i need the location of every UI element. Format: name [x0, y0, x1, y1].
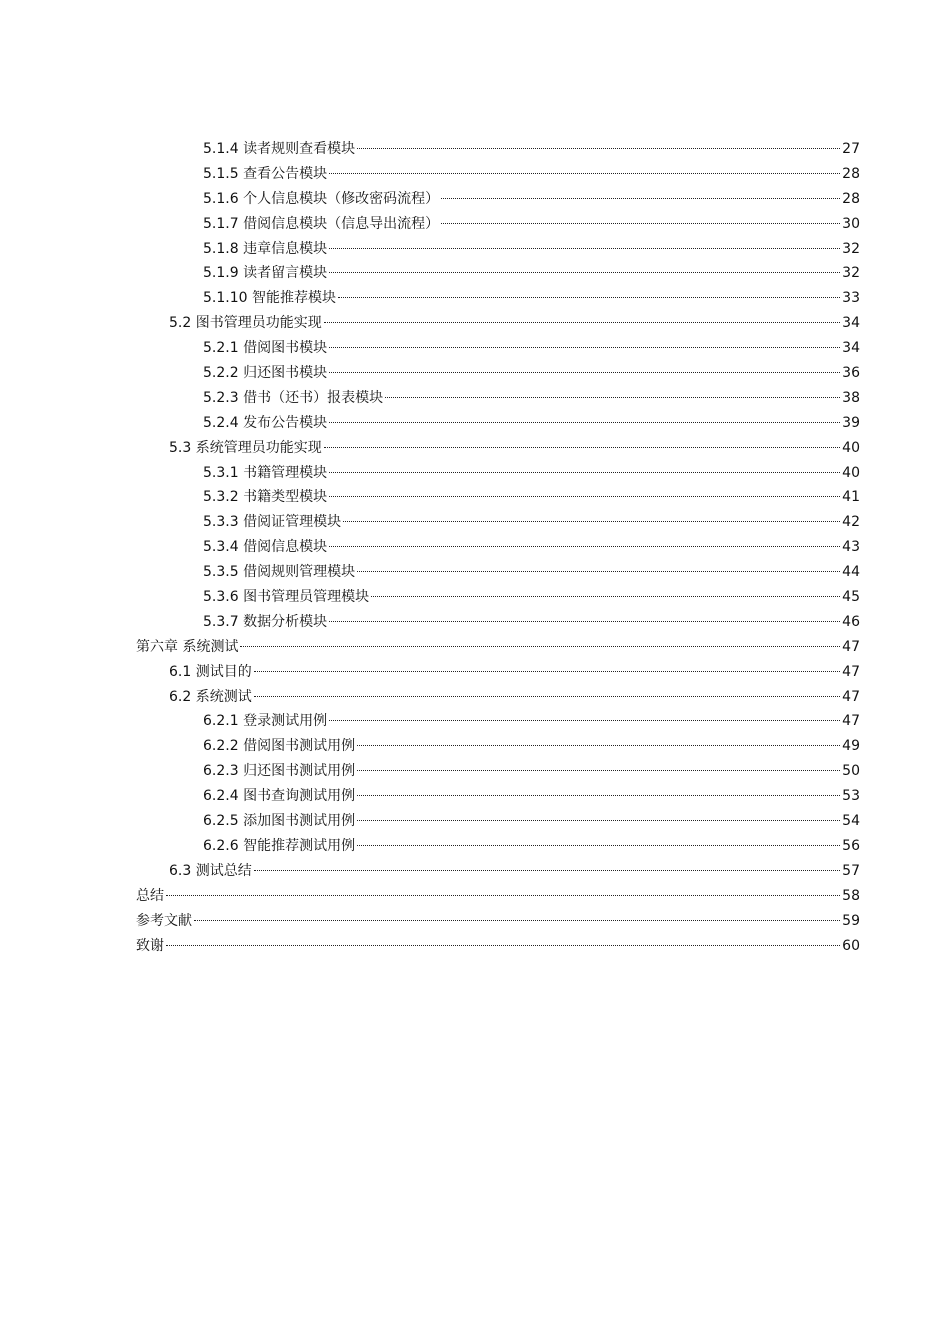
toc-entry[interactable]	[0, 261, 950, 286]
toc-dot-leader	[441, 198, 840, 199]
toc-dot-leader	[324, 447, 840, 448]
toc-dot-leader	[254, 671, 840, 672]
toc-dot-leader	[329, 272, 840, 273]
toc-entry-title: 5.3.6 图书管理员管理模块	[203, 589, 370, 606]
toc-dot-leader	[329, 496, 840, 497]
toc-entry-title: 6.2.1 登录测试用例	[203, 713, 328, 730]
toc-dot-leader	[324, 322, 840, 323]
toc-entry[interactable]	[0, 336, 950, 361]
toc-entry-page-number: 34	[842, 315, 860, 332]
toc-dot-leader	[343, 521, 840, 522]
toc-dot-leader	[254, 696, 840, 697]
toc-entry[interactable]	[0, 784, 950, 809]
toc-entry-title: 致谢	[136, 937, 164, 954]
toc-dot-leader	[194, 920, 840, 921]
toc-dot-leader	[357, 820, 840, 821]
toc-entry-title: 5.1.4 读者规则查看模块	[203, 141, 356, 157]
toc-entry[interactable]	[0, 635, 950, 660]
toc-entry-title: 6.1 测试目的	[169, 663, 252, 680]
toc-entry-title: 6.2.5 添加图书测试用例	[203, 813, 356, 830]
toc-entry[interactable]	[0, 386, 950, 411]
toc-entry[interactable]	[0, 660, 950, 685]
toc-entry-title: 5.3.7 数据分析模块	[203, 613, 328, 630]
toc-entry[interactable]	[0, 286, 950, 311]
toc-entry-page-number: 59	[842, 912, 860, 929]
toc-entry[interactable]	[0, 709, 950, 734]
toc-entry-page-number: 44	[842, 564, 860, 581]
toc-entry-page-number: 41	[842, 489, 860, 506]
toc-entry[interactable]	[0, 909, 950, 934]
toc-entry[interactable]	[0, 361, 950, 386]
toc-entry-title: 5.1.5 查看公告模块	[203, 165, 328, 182]
toc-entry[interactable]	[0, 436, 950, 461]
toc-dot-leader	[385, 397, 840, 398]
toc-entry[interactable]	[0, 759, 950, 784]
toc-entry-title: 6.2.3 归还图书测试用例	[203, 763, 356, 780]
toc-entry-page-number: 46	[842, 613, 860, 630]
toc-dot-leader	[329, 372, 840, 373]
toc-dot-leader	[329, 472, 840, 473]
toc-entry-page-number: 45	[842, 589, 860, 606]
toc-dot-leader	[357, 745, 840, 746]
toc-entry[interactable]	[0, 162, 950, 187]
toc-entry-page-number: 42	[842, 514, 860, 531]
toc-entry[interactable]	[0, 485, 950, 510]
toc-entry[interactable]	[0, 560, 950, 585]
toc-entry[interactable]	[0, 884, 950, 909]
toc-entry-page-number: 54	[842, 813, 860, 830]
toc-entry-title: 6.2.4 图书查询测试用例	[203, 788, 356, 805]
toc-dot-leader	[371, 596, 840, 597]
toc-dot-leader	[329, 621, 840, 622]
toc-entry-title: 5.2 图书管理员功能实现	[169, 315, 322, 332]
toc-entry-title: 5.3.1 书籍管理模块	[203, 464, 328, 481]
toc-entry[interactable]	[0, 137, 950, 162]
toc-entry-title: 6.2 系统测试	[169, 688, 252, 705]
toc-entry-title: 5.1.10 智能推荐模块	[203, 290, 336, 307]
toc-entry-page-number: 34	[842, 340, 860, 357]
toc-entry[interactable]	[0, 461, 950, 486]
toc-entry-page-number: 58	[842, 887, 860, 904]
toc-entry[interactable]	[0, 809, 950, 834]
toc-entry-page-number: 27	[842, 141, 860, 157]
toc-entry-title: 总结	[136, 887, 164, 904]
toc-entry-page-number: 53	[842, 788, 860, 805]
toc-entry[interactable]	[0, 187, 950, 212]
toc-entry-page-number: 49	[842, 738, 860, 755]
toc-entry[interactable]	[0, 585, 950, 610]
toc-entry[interactable]	[0, 535, 950, 560]
toc-entry-title: 5.1.6 个人信息模块（修改密码流程）	[203, 190, 440, 207]
toc-entry-title: 5.2.2 归还图书模块	[203, 365, 328, 382]
toc-entry-title: 6.3 测试总结	[169, 862, 252, 879]
toc-entry-title: 5.3.4 借阅信息模块	[203, 539, 328, 556]
toc-entry[interactable]	[0, 734, 950, 759]
toc-dot-leader	[338, 297, 840, 298]
toc-dot-leader	[357, 148, 840, 149]
toc-entry-title: 6.2.6 智能推荐测试用例	[203, 837, 356, 854]
toc-dot-leader	[329, 720, 840, 721]
toc-dot-leader	[357, 571, 840, 572]
toc-entry-page-number: 47	[842, 638, 860, 655]
toc-dot-leader	[240, 646, 840, 647]
toc-entry-page-number: 57	[842, 862, 860, 879]
toc-entry-page-number: 28	[842, 190, 860, 207]
toc-entry-title: 5.1.7 借阅信息模块（信息导出流程）	[203, 215, 440, 232]
toc-entry-title: 第六章 系统测试	[136, 638, 239, 655]
toc-entry-title: 5.2.3 借书（还书）报表模块	[203, 389, 384, 406]
toc-dot-leader	[166, 895, 840, 896]
toc-entry[interactable]	[0, 685, 950, 710]
toc-entry-page-number: 47	[842, 688, 860, 705]
toc-entry-title: 5.2.4 发布公告模块	[203, 414, 328, 431]
toc-dot-leader	[357, 770, 840, 771]
toc-dot-leader	[357, 845, 840, 846]
toc-dot-leader	[166, 945, 840, 946]
toc-entry-page-number: 32	[842, 265, 860, 282]
toc-entry-title: 5.3.3 借阅证管理模块	[203, 514, 342, 531]
toc-entry-page-number: 40	[842, 439, 860, 456]
toc-entry-title: 参考文献	[136, 912, 192, 929]
toc-entry-page-number: 33	[842, 290, 860, 307]
toc-entry-page-number: 32	[842, 240, 860, 257]
toc-dot-leader	[329, 422, 840, 423]
toc-entry-page-number: 36	[842, 365, 860, 382]
table-of-contents	[0, 137, 950, 958]
toc-entry-page-number: 39	[842, 414, 860, 431]
toc-entry-title: 6.2.2 借阅图书测试用例	[203, 738, 356, 755]
toc-entry-title: 5.3.2 书籍类型模块	[203, 489, 328, 506]
toc-entry-page-number: 50	[842, 763, 860, 780]
toc-entry-title: 5.1.8 违章信息模块	[203, 240, 328, 257]
toc-dot-leader	[329, 347, 840, 348]
toc-entry[interactable]	[0, 311, 950, 336]
toc-dot-leader	[329, 546, 840, 547]
toc-entry[interactable]	[0, 859, 950, 884]
toc-dot-leader	[329, 173, 840, 174]
toc-entry-page-number: 47	[842, 713, 860, 730]
toc-entry-title: 5.1.9 读者留言模块	[203, 265, 328, 282]
toc-entry-page-number: 56	[842, 837, 860, 854]
toc-entry-page-number: 47	[842, 663, 860, 680]
toc-dot-leader	[329, 248, 840, 249]
toc-entry-page-number: 30	[842, 215, 860, 232]
toc-entry-title: 5.3 系统管理员功能实现	[169, 439, 322, 456]
toc-entry[interactable]	[0, 834, 950, 859]
toc-entry-page-number: 38	[842, 389, 860, 406]
toc-entry-page-number: 28	[842, 165, 860, 182]
toc-entry[interactable]	[0, 212, 950, 237]
toc-entry[interactable]	[0, 237, 950, 262]
toc-entry-page-number: 60	[842, 937, 860, 954]
toc-dot-leader	[441, 223, 840, 224]
toc-dot-leader	[357, 795, 840, 796]
toc-entry-page-number: 43	[842, 539, 860, 556]
toc-entry[interactable]	[0, 934, 950, 959]
toc-entry-page-number: 40	[842, 464, 860, 481]
toc-entry[interactable]	[0, 510, 950, 535]
toc-entry[interactable]	[0, 411, 950, 436]
toc-entry-title: 5.3.5 借阅规则管理模块	[203, 564, 356, 581]
toc-entry[interactable]	[0, 610, 950, 635]
toc-entry-title: 5.2.1 借阅图书模块	[203, 340, 328, 357]
toc-dot-leader	[254, 870, 840, 871]
